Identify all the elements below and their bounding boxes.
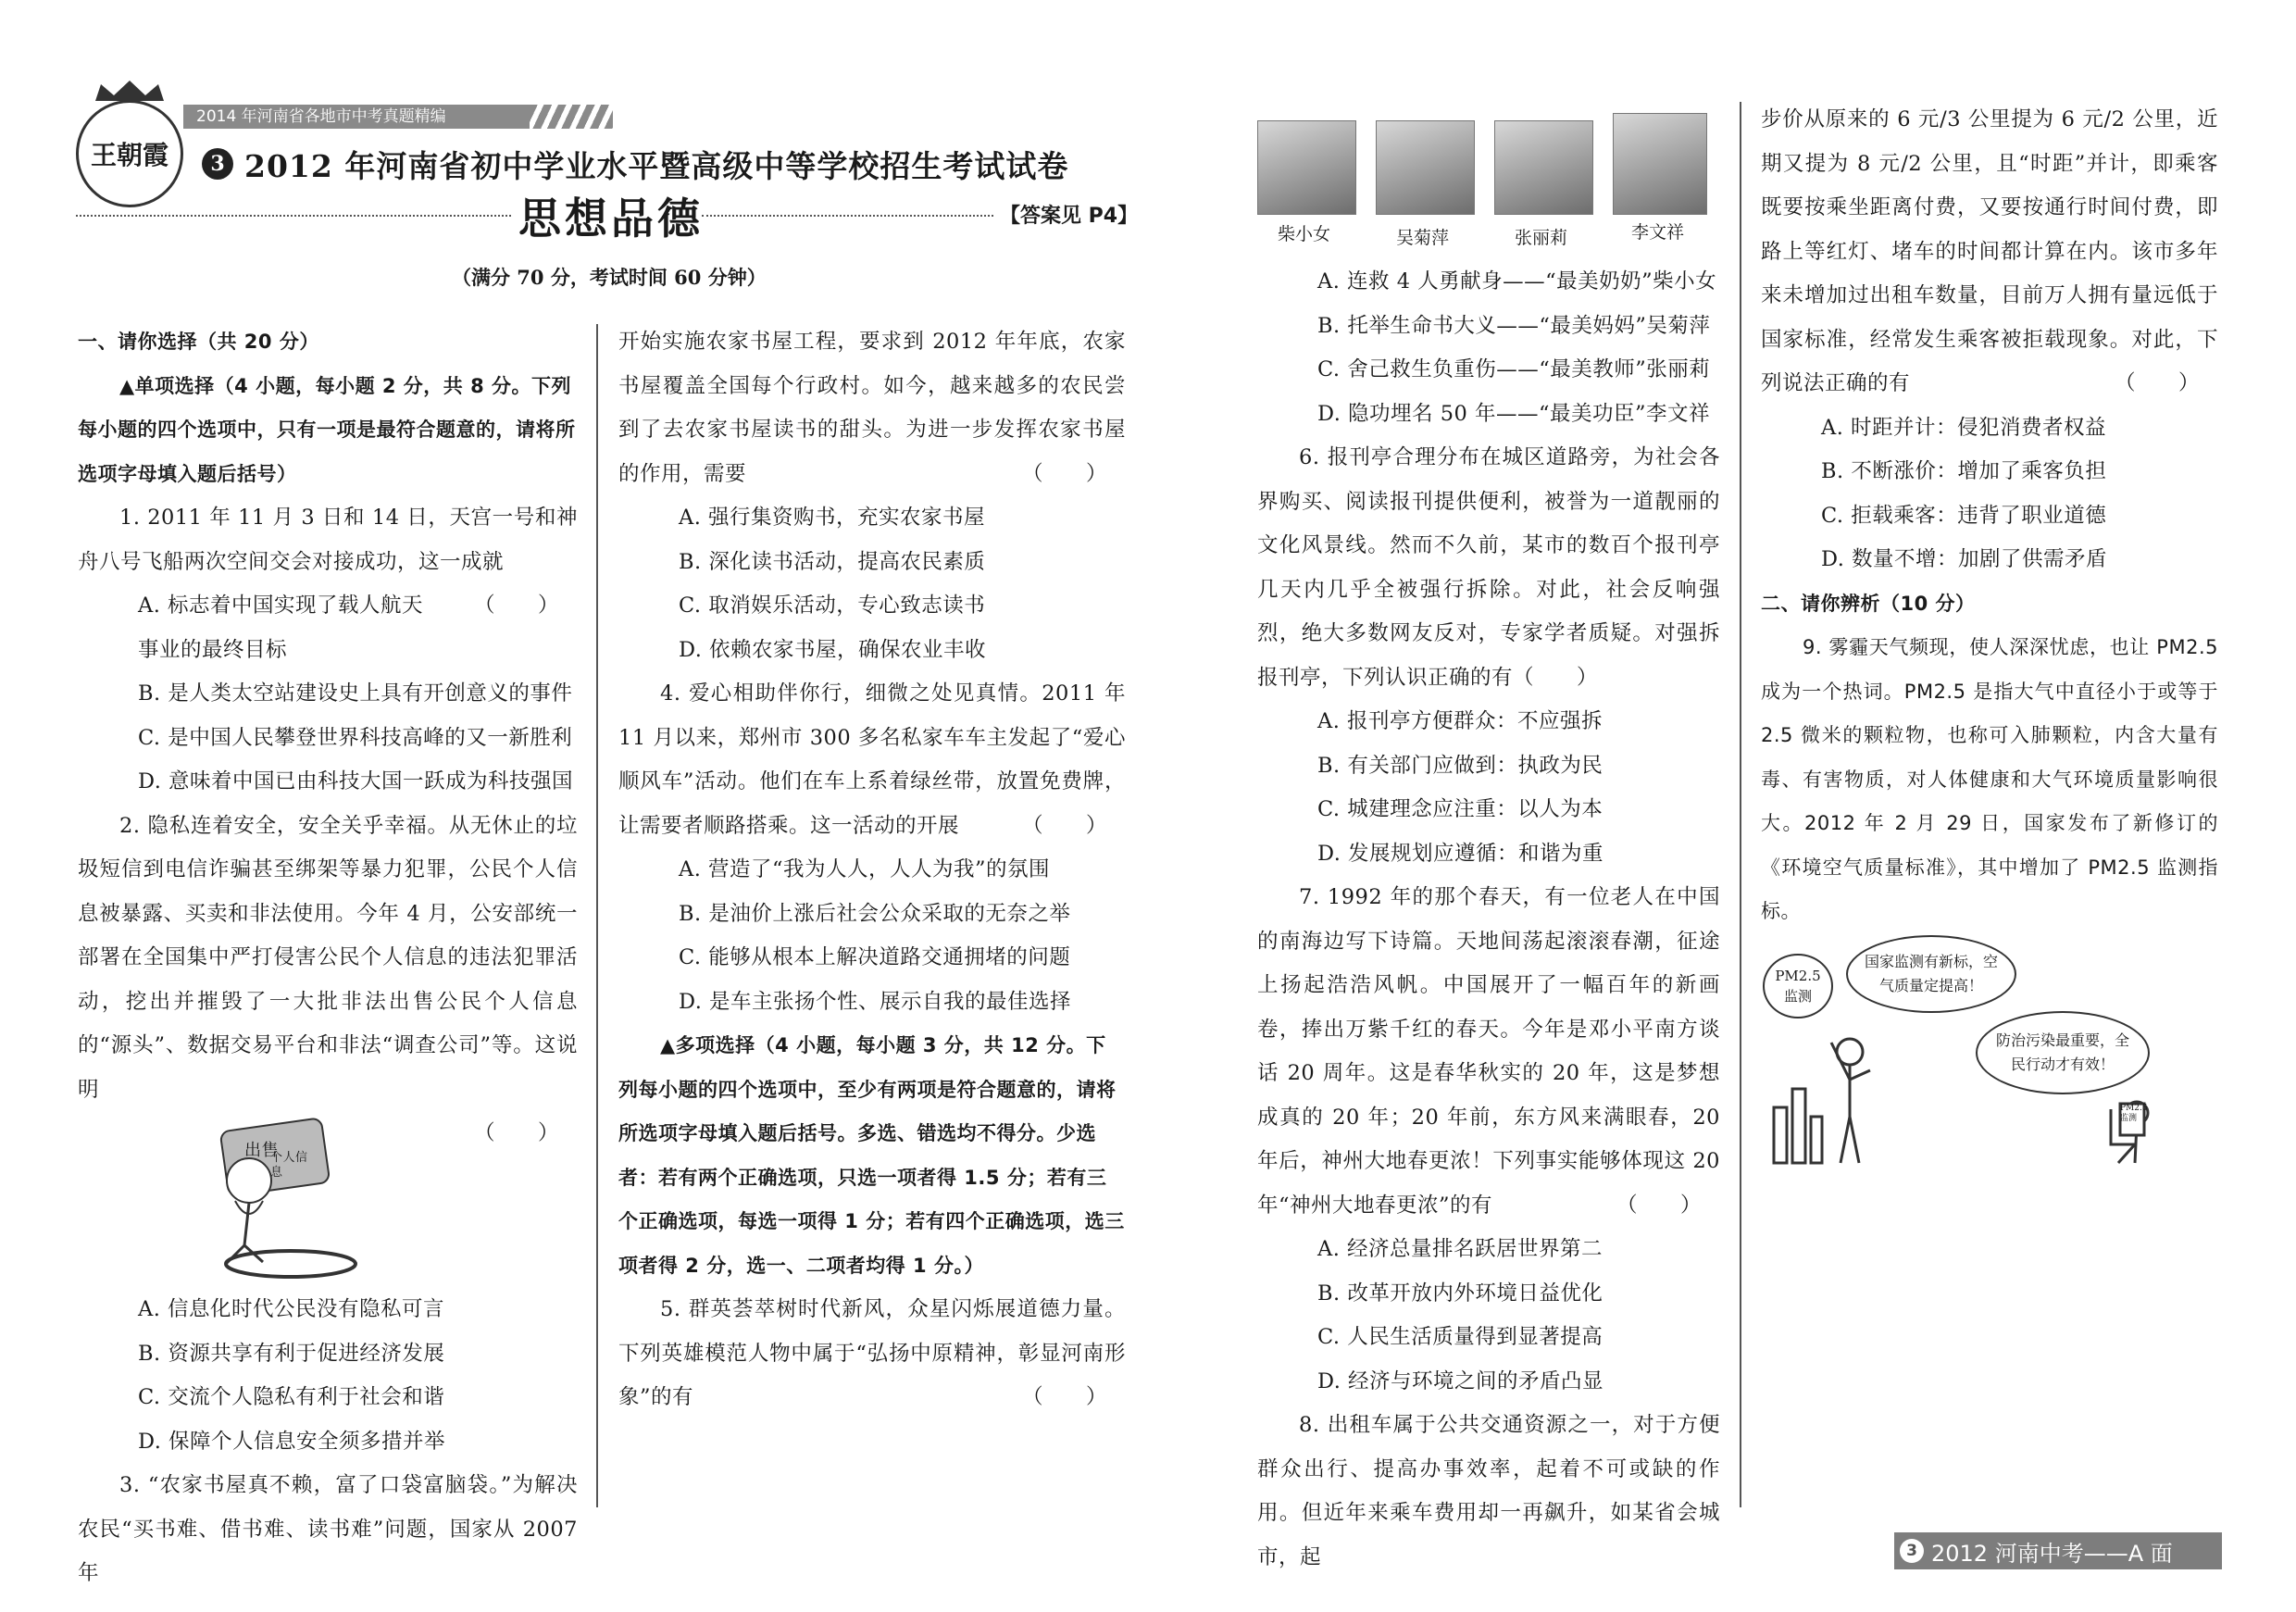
question-2-option-c[interactable]: C. 交流个人隐私有利于社会和谐	[138, 1385, 445, 1409]
column-divider-1	[596, 324, 598, 1507]
answer-blank[interactable]: （ ）	[1616, 1193, 1702, 1218]
question-6-option-a[interactable]: A. 报刊亭方便群众：不应强拆	[1317, 709, 1603, 733]
question-1-option-d[interactable]: D. 意味着中国已由科技大国一跃成为科技强国	[138, 769, 574, 794]
question-2-option-b[interactable]: B. 资源共享有利于促进经济发展	[138, 1341, 445, 1366]
column-4	[1761, 98, 2218, 934]
caption-li-wenxiang: 李文祥	[1631, 222, 1685, 243]
section-2-heading: 二、请你辨析（10 分）	[1761, 592, 1976, 615]
question-6-option-d[interactable]: D. 发展规划应遵循：和谐为重	[1317, 841, 1604, 866]
question-4-stem: 4. 爱心相助伴你行，细微之处见真情。2011 年 11 月以来，郑州市 300 多名私家车车主发起了“爱心顺风车”活动。他们在车上系着绿丝带，放置免费牌，让需要者顺路搭乘。这一活动的开展 （ ）	[618, 672, 1126, 848]
logo	[76, 100, 183, 207]
question-3-stem: 3. “农家书屋真不赖，富了口袋富脑袋。”为解决农民“买书难、借书难、读书难”问题，国家从 2007 年	[78, 1473, 578, 1585]
question-2-option-a[interactable]: A. 信息化时代公民没有隐私可言	[138, 1297, 445, 1321]
section-1-heading: 一、请你选择（共 20 分）	[78, 331, 319, 353]
question-2-option-d[interactable]: D. 保障个人信息安全须多措并举	[138, 1429, 446, 1454]
question-8-option-a[interactable]: A. 时距并计：侵犯消费者权益	[1821, 415, 2107, 440]
small-sign-label: PM2.5 监测	[2120, 1104, 2148, 1123]
question-6-stem: 6. 报刊亭合理分布在城区道路旁，为社会各界购买、阅读报刊提供便利，被誉为一道靓丽的文化风景线。然而不久前，某市的数百个报刊亭几天内几乎全被强行拆除。对此，社会反响强烈，绝大多数网友反对，专家学者质疑。对强拆报刊亭，下列认识正确的有（ ）	[1257, 445, 1720, 690]
question-8-stem: 8. 出租车属于公共交通资源之一，对于方便群众出行、提高办事效率，起着不可或缺的作用。但近年来乘车费用却一再飙升，如某省会城市，起	[1257, 1413, 1720, 1569]
series-banner: 2014 年河南省各地市中考真题精编	[183, 105, 530, 129]
question-7-option-c[interactable]: C. 人民生活质量得到显著提高	[1317, 1325, 1603, 1349]
column-divider-3	[1740, 102, 1741, 1507]
question-6-option-b[interactable]: B. 有关部门应做到：执政为民	[1317, 753, 1603, 778]
cartoon-label-sell: 出售	[244, 1141, 279, 1160]
photo-li-wenxiang	[1613, 113, 1707, 215]
question-7-option-b[interactable]: B. 改革开放内外环境日益优化	[1317, 1281, 1603, 1306]
question-4-option-c[interactable]: C. 能够从根本上解决道路交通拥堵的问题	[679, 945, 1071, 969]
question-1-option-a[interactable]: A. 标志着中国实现了载人航天事业的最终目标	[138, 594, 424, 662]
cartoon-label-info: 个人信息	[270, 1151, 308, 1180]
subject-title: 思想品德	[518, 194, 704, 244]
column-1	[78, 320, 578, 1596]
question-3-option-b[interactable]: B. 深化读书活动，提高农民素质	[679, 549, 986, 574]
question-8-option-c[interactable]: C. 拒载乘客：违背了职业道德	[1821, 503, 2107, 528]
question-3-option-d[interactable]: D. 依赖农家书屋，确保农业丰收	[679, 637, 987, 662]
question-8-option-b[interactable]: B. 不断涨价：增加了乘客负担	[1821, 459, 2107, 483]
footer-number-badge: 3	[1900, 1539, 1924, 1563]
question-8-option-d[interactable]: D. 数量不增：加剧了供需矛盾	[1821, 547, 2108, 571]
paper-number-badge: 3	[202, 148, 233, 180]
answer-blank[interactable]: （ ）	[473, 594, 559, 618]
column-3	[1257, 260, 1720, 1580]
question-8-continued: 步价从原来的 6 元/3 公里提为 6 元/2 公里，近期又提为 8 元/2 公里，且“时距”并计，即乘客既要按乘坐距离付费，又要按通行时间付费，即路上等红灯、堵车的时间都计算在内。该市多年来未增加过出租车数量，目前万人拥有量远低于国家标准，经常发生乘客被拒载现象。对此，下列说法正确的有 （ ）	[1761, 98, 2218, 406]
logo-text: 王朝霞	[90, 140, 168, 170]
thought-bubble-standard: 国家监测有新标，空气质量定提高！	[1846, 935, 2016, 1013]
question-9-stem: 9. 雾霾天气频现，使人深深忧虑，也让 PM2.5 成为一个热词。PM2.5 是指大气中直径小于或等于 2.5 微米的颗粒物，也称可入肺颗粒，内含大量有毒、有害物质，对人体健康和大气环境质量影响很大。2012 年 2 月 29 日，国家发布了新修订的《环境空气质量标准》，其中增加了 PM2.5 监测指标。	[1761, 636, 2218, 922]
answer-blank[interactable]: （ ）	[1021, 461, 1107, 486]
caption-wu-juping: 吴菊萍	[1396, 228, 1450, 248]
photo-chai-xiaonv	[1257, 120, 1356, 215]
answer-blank[interactable]: （ ）	[473, 1121, 559, 1145]
cartoon-figures-image	[1766, 1024, 2183, 1181]
question-1-option-c[interactable]: C. 是中国人民攀登世界科技高峰的又一新胜利	[138, 725, 573, 750]
photo-wu-juping	[1376, 120, 1475, 215]
footer-tab	[1894, 1532, 2222, 1569]
question-5-stem: 5. 群英荟萃树时代新风，众星闪烁展道德力量。下列英雄模范人物中属于“弘扬中原精神，彰显河南形象”的有 （ ）	[618, 1288, 1126, 1420]
column-2	[618, 320, 1126, 1420]
answer-reference: 【答案见 P4】	[1000, 205, 1139, 228]
single-choice-instructions: ▲单项选择（4 小题，每小题 2 分，共 8 分。下列每小题的四个选项中，只有一项是最符合题意的，请将所选项字母填入题后括号）	[78, 374, 576, 485]
hero-photos	[1257, 120, 1720, 259]
question-1-stem: 1. 2011 年 11 月 3 日和 14 日，天宫一号和神舟八号飞船两次空间交会对接成功，这一成就 （ ）	[78, 496, 578, 584]
multiple-choice-instructions: ▲多项选择（4 小题，每小题 3 分，共 12 分。下列每小题的四个选项中，至少有两项是符合题意的，请将所选项字母填入题后括号。多选、错选均不得分。少选者：若有两个正确选项，只选一项者得 1.5 分；若有三个正确选项，每选一项得 1 分；若有四个正确选项，选三项者得 2 分，选一、二项者均得 1 分。）	[618, 1034, 1125, 1277]
question-2-cartoon-area	[78, 1112, 578, 1288]
question-6-option-c[interactable]: C. 城建理念应注重：以人为本	[1317, 797, 1603, 821]
question-5-option-a[interactable]: A. 连救 4 人勇献身——“最美奶奶”柴小女	[1317, 269, 1717, 294]
cartoon-thief-image	[207, 1116, 365, 1282]
question-7-option-d[interactable]: D. 经济与环境之间的矛盾凸显	[1317, 1368, 1604, 1393]
banner-stripes	[530, 105, 613, 129]
pm25-cartoon	[1761, 935, 2218, 1185]
caption-chai-xiaonv: 柴小女	[1278, 224, 1331, 244]
question-7-option-a[interactable]: A. 经济总量排名跃居世界第二	[1317, 1237, 1603, 1261]
exam-info: （满分 70 分，考试时间 60 分钟）	[452, 266, 767, 289]
question-1-option-b[interactable]: B. 是人类太空站建设史上具有开创意义的事件	[138, 681, 573, 706]
paper-title-line	[202, 141, 1068, 187]
question-5-option-b[interactable]: B. 托举生命书大义——“最美妈妈”吴菊萍	[1317, 313, 1711, 338]
question-4-option-a[interactable]: A. 营造了“我为人人，人人为我”的氛围	[679, 857, 1051, 881]
speech-bubble-pm25-sign: PM2.5 监测	[1763, 954, 1833, 1018]
footer-label: 2012 河南中考——A 面	[1931, 1540, 2173, 1567]
paper-title: 2012 年河南省初中学业水平暨高级中等学校招生考试试卷	[244, 147, 1069, 184]
question-4-option-d[interactable]: D. 是车主张扬个性、展示自我的最佳选择	[679, 989, 1072, 1014]
title-rule-right	[702, 215, 993, 217]
question-3-option-a[interactable]: A. 强行集资购书，充实农家书屋	[679, 506, 986, 530]
question-4-option-b[interactable]: B. 是油价上涨后社会公众采取的无奈之举	[679, 901, 1071, 926]
photo-zhang-lili	[1494, 120, 1593, 215]
title-rule-left	[76, 215, 511, 217]
question-5-option-c[interactable]: C. 舍己救生负重伤——“最美教师”张丽莉	[1317, 357, 1711, 381]
question-7-stem: 7. 1992 年的那个春天，有一位老人在中国的南海边写下诗篇。天地间荡起滚滚春潮，征途上扬起浩浩风帆。中国展开了一幅百年的新画卷，捧出万紫千红的春天。今年是邓小平南方谈话 20 周年。这是春华秋实的 20 年，这是梦想成真的 20 年；20 年前，东方风来满眼春，20 年后，神州大地春更浓！下列事实能够体现这 20 年“神州大地春更浓”的有 （ ）	[1257, 876, 1720, 1228]
answer-blank[interactable]: （ ）	[2114, 371, 2200, 395]
question-5-option-d[interactable]: D. 隐功埋名 50 年——“最美功臣”李文祥	[1317, 401, 1710, 426]
crown-icon	[92, 79, 168, 103]
answer-blank[interactable]: （ ）	[1021, 813, 1107, 838]
question-3-continued: 开始实施农家书屋工程，要求到 2012 年年底，农家书屋覆盖全国每个行政村。如今，越来越多的农民尝到了去农家书屋读书的甜头。为进一步发挥农家书屋的作用，需要 （ ）	[618, 320, 1126, 496]
answer-blank[interactable]: （ ）	[1021, 1385, 1107, 1409]
question-2-stem: 2. 隐私连着安全，安全关乎幸福。从无休止的垃圾短信到电信诈骗甚至绑架等暴力犯罪，公民个人信息被暴露、买卖和非法使用。今年 4 月，公安部统一部署在全国集中严打侵害公民个人信息的违法犯罪活动，挖出并摧毁了一大批非法出售公民个人信息的“源头”、数据交易平台和非法“调查公司”等。这说明	[78, 813, 578, 1102]
caption-zhang-lili: 张丽莉	[1515, 228, 1568, 248]
thought-bubble-action: 防治污染最重要，全民行动才有效！	[1976, 1011, 2150, 1094]
question-3-option-c[interactable]: C. 取消娱乐活动，专心致志读书	[679, 594, 986, 618]
